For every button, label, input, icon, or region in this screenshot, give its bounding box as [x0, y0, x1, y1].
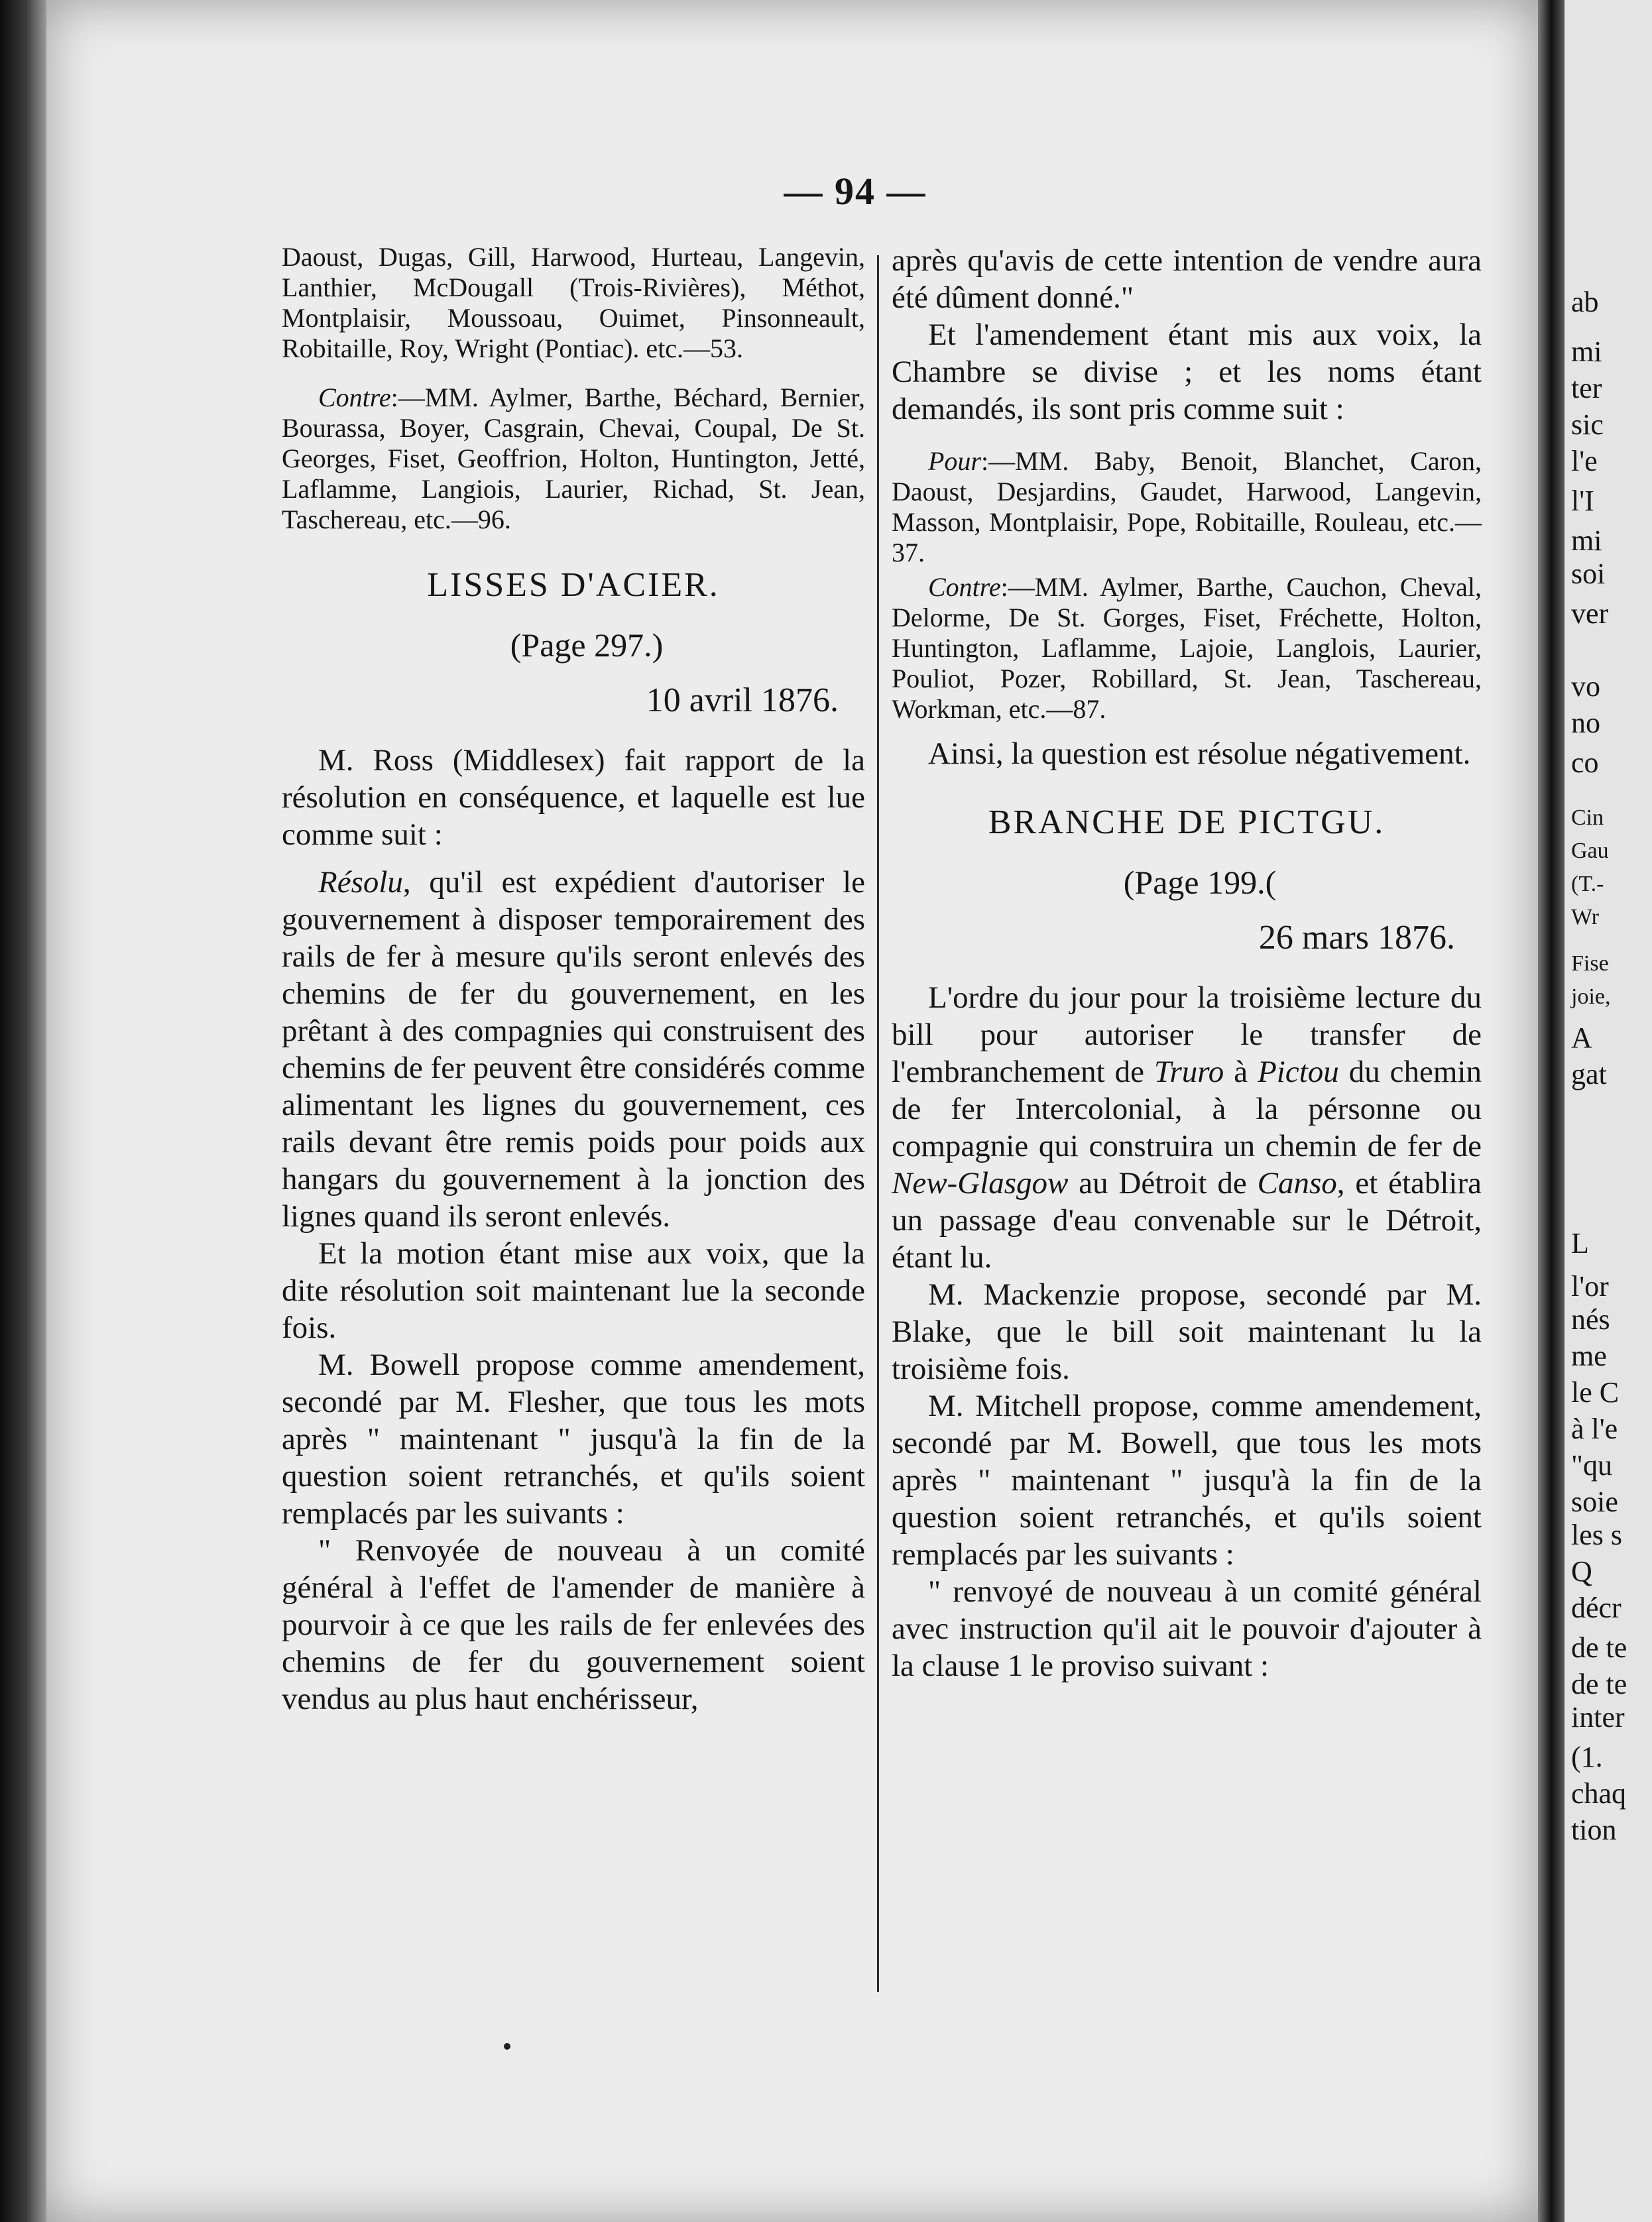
adjacent-page-text: A	[1571, 1022, 1592, 1054]
scan-binding-edge	[0, 0, 46, 2222]
adjacent-page-text: Cin	[1571, 805, 1604, 830]
adjacent-page-text: décr	[1571, 1592, 1622, 1624]
paragraph-resolution	[282, 864, 865, 1235]
adjacent-page-text: L	[1571, 1227, 1589, 1259]
paragraph-order	[892, 979, 1482, 1276]
vote-list-continued: Daoust, Dugas, Gill, Harwood, Hurteau, Langevin, Lanthier, McDougall (Trois-Rivières), Méthot, Montplaisir, Moussoau, Ouimet, Pinsonneault, Robitaille, Roy, Wright (Pontiac). etc.—53.	[282, 242, 865, 363]
adjacent-page-text: Fise	[1571, 951, 1609, 976]
ink-dot	[504, 2043, 510, 2050]
vote-contre	[892, 572, 1482, 725]
contre-label: Contre	[318, 382, 391, 412]
adjacent-page-text: gat	[1571, 1058, 1607, 1090]
contre-names: :—MM. Aylmer, Barthe, Cauchon, Cheval, Delorme, De St. Gorges, Fiset, Fréchette, Holton, Huntington, Laflamme, Lajoie, Langlois, Laurier, Pouliot, Pozer, Robillard, St. Jean, Taschereau, Workman, etc.—87.	[892, 572, 1482, 724]
adjacent-page-text: ter	[1571, 372, 1602, 404]
adjacent-page-text: mi	[1571, 335, 1602, 368]
page-reference: (Page 199.(	[1123, 864, 1277, 901]
adjacent-page-text: mi	[1571, 524, 1602, 557]
paragraph: Et l'amendement étant mis aux voix, la Chambre se divise ; et les noms étant demandés, ils sont pris comme suit :	[892, 318, 1482, 426]
place-name: Truro	[1153, 1055, 1224, 1089]
adjacent-page-text: l'e	[1571, 445, 1598, 477]
adjacent-page-text: l'I	[1571, 485, 1594, 517]
section-heading: LISSES D'ACIER.	[427, 566, 720, 604]
place-name: Pictou	[1258, 1055, 1339, 1089]
text-run: à	[1224, 1055, 1258, 1089]
right-column	[892, 242, 1482, 1684]
place-name: Canso	[1257, 1166, 1337, 1200]
adjacent-page-text: Wr	[1571, 905, 1600, 929]
vote-contre	[282, 382, 865, 535]
text-run: L'ordre du jour pour la troisième lecture du bill pour autoriser le transfer de l'embranchement de	[892, 980, 1482, 1089]
adjacent-page-text: no	[1571, 707, 1600, 739]
vote-pour	[892, 446, 1482, 568]
adjacent-page-text: soi	[1571, 557, 1606, 590]
adjacent-page-text: vo	[1571, 670, 1600, 703]
left-column	[282, 242, 865, 1718]
resolu-label: Résolu	[318, 865, 403, 900]
text-run: au Détroit de	[1068, 1166, 1258, 1200]
adjacent-page-text: joie,	[1571, 984, 1611, 1009]
text-run: du chemin de fer Intercolonial, à la pérsonne ou compagnie qui construira un chemin de fer de	[892, 1055, 1482, 1163]
adjacent-page-text: (T.-	[1571, 872, 1604, 896]
paragraph: Ainsi, la question est résolue négativement.	[928, 736, 1471, 771]
adjacent-page-text: nés	[1571, 1303, 1610, 1336]
adjacent-page-text: inter	[1571, 1701, 1625, 1733]
paragraph-quote: " renvoyé de nouveau à un comité général avec instruction qu'il ait le pouvoir d'ajouter à la clause 1 le proviso suivant :	[892, 1574, 1482, 1683]
paragraph: M. Bowell propose comme amendement, secondé par M. Flesher, que tous les mots après " maintenant " jusqu'à la fin de la question soient retranchés, et qu'ils soient remplacés par les suivants :	[282, 1348, 865, 1531]
adjacent-page-text: tion	[1571, 1814, 1617, 1846]
adjacent-page-text: (1.	[1571, 1741, 1603, 1773]
adjacent-page-text: "qu	[1571, 1449, 1612, 1482]
place-name: New-Glasgow	[892, 1166, 1069, 1200]
adjacent-page-text: co	[1571, 746, 1599, 779]
paragraph: Et la motion étant mise aux voix, que la dite résolution soit maintenant lue la seconde fois.	[282, 1236, 865, 1345]
paragraph: M. Mackenzie propose, secondé par M. Blake, que le bill soit maintenant lu la troisième fois.	[892, 1277, 1482, 1386]
pour-names: :—MM. Baby, Benoit, Blanchet, Caron, Daoust, Desjardins, Gaudet, Harwood, Langevin, Masson, Montplaisir, Pope, Robitaille, Rouleau, etc.—37.	[892, 446, 1482, 567]
adjacent-page-text: ab	[1571, 286, 1599, 318]
adjacent-page-text: me	[1571, 1340, 1607, 1372]
adjacent-page-text: les s	[1571, 1519, 1622, 1551]
section-date: 26 mars 1876.	[1258, 919, 1455, 957]
book-gutter	[1538, 0, 1564, 2222]
paragraph: M. Ross (Middlesex) fait rapport de la résolution en conséquence, et laquelle est lue comme suit :	[282, 743, 865, 852]
adjacent-page-text: de te	[1571, 1631, 1627, 1664]
adjacent-page-text: de te	[1571, 1668, 1627, 1700]
page-reference: (Page 297.)	[510, 626, 664, 664]
adjacent-page-text: sic	[1571, 408, 1604, 441]
text-run: , et établira un passage d'eau convenable sur le Détroit, étant lu.	[892, 1166, 1482, 1275]
contre-names: :—MM. Aylmer, Barthe, Béchard, Bernier, Bourassa, Boyer, Casgrain, Chevai, Coupal, De St. Georges, Fiset, Geoffrion, Holton, Huntington, Jetté, Laflamme, Langiois, Laurier, Richad, St. Jean, Taschereau, etc.—96.	[282, 382, 865, 534]
pour-label: Pour	[928, 446, 981, 476]
adjacent-page-text: Q	[1571, 1555, 1592, 1588]
adjacent-page-text: chaq	[1571, 1777, 1627, 1810]
page-number: — 94 —	[784, 170, 927, 213]
section-heading: BRANCHE DE PICTGU.	[988, 803, 1386, 841]
adjacent-page-fragment	[1564, 0, 1652, 2222]
paragraph-quote: " Renvoyée de nouveau à un comité général à l'effet de l'amender de manière à pourvoir à ce que les rails de fer enlevées des chemins de fer du gouvernement soient vendus au plus haut enchérisseur,	[282, 1533, 865, 1716]
adjacent-page-text: soie	[1571, 1486, 1618, 1518]
resolution-text: , qu'il est expédient d'autoriser le gouvernement à disposer temporairement des rails de fer à mesure qu'ils seront enlevés des chemins de fer du gouvernement, en les prêtant à des compagnies qui construisent des chemins de fer peuvent être considérés comme alimentant les lignes du gouvernement, ces rails devant être remis poids pour poids aux hangars du gouvernement à la jonction des lignes quand ils seront enlevés.	[282, 865, 865, 1234]
column-rule	[877, 255, 879, 1992]
adjacent-page-text: à l'e	[1571, 1413, 1618, 1445]
adjacent-page-text: Gau	[1571, 839, 1609, 863]
adjacent-page-text: l'or	[1571, 1270, 1609, 1303]
contre-label: Contre	[928, 572, 1001, 602]
section-date: 10 avril 1876.	[646, 681, 839, 719]
paragraph: M. Mitchell propose, comme amendement, secondé par M. Bowell, que tous les mots après " maintenant " jusqu'à la fin de la question soient retranchés, et qu'ils soient remplacés par les suivants :	[892, 1389, 1482, 1572]
adjacent-page-text: le C	[1571, 1376, 1620, 1409]
paragraph: après qu'avis de cette intention de vendre aura été dûment donné."	[892, 243, 1482, 315]
adjacent-page-text: ver	[1571, 597, 1609, 630]
